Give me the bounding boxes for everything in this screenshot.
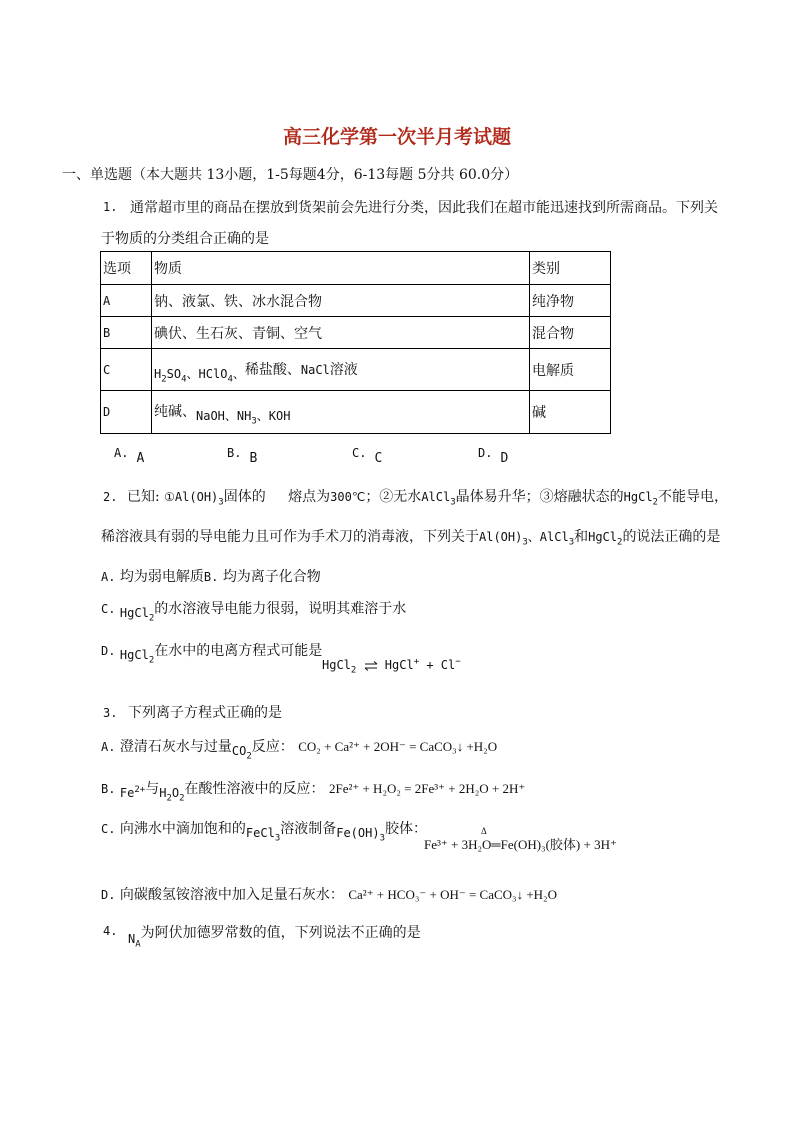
equation: CO₂ + Ca²⁺ + 2OH⁻ = CaCO₃↓ +H₂O — [298, 739, 498, 754]
row-option: B — [101, 317, 152, 349]
row-option: C — [101, 349, 152, 391]
table-row — [101, 285, 611, 317]
text: ；②无水 — [365, 489, 422, 505]
option-text: 均为离子化合物 — [222, 569, 321, 585]
header-category: 类别 — [530, 252, 611, 285]
row-option: D — [101, 391, 152, 434]
text: 已知: — [127, 489, 160, 505]
superscript: 2+ — [134, 785, 146, 795]
formula-text: SO — [166, 366, 182, 381]
row-category: 电解质 — [530, 349, 611, 391]
option-text: 在水中的电离方程式可能是 — [154, 643, 323, 659]
formula — [588, 530, 623, 548]
formula-text: HgCl — [588, 530, 618, 544]
q2-stem-line1 — [127, 486, 728, 507]
formula-text: HgCl — [322, 658, 351, 672]
formula-text: NaOH、NH — [196, 409, 252, 424]
formula — [623, 490, 658, 508]
formula-text: Fe — [119, 786, 135, 800]
choice-label: D. — [478, 446, 493, 460]
subscript: 2 — [148, 655, 155, 666]
q3-option-c[interactable] — [101, 818, 428, 844]
choice-value: D — [500, 451, 509, 466]
section-heading: 一、单选题（本大题共 13小题，1-5每题4分，6-13每题 5分共 60.0分） — [62, 167, 519, 183]
option-text: 向碳酸氢铵溶液中加入足量石灰水： — [119, 887, 344, 903]
formula-text: 、AlCl — [527, 530, 569, 544]
formula — [421, 490, 456, 508]
q2-options-ab[interactable] — [101, 566, 321, 586]
subscript: 3 — [568, 537, 575, 548]
option-text: 澄清石灰水与过量 — [119, 739, 232, 755]
q1-choice-a[interactable] — [114, 446, 145, 466]
subscript: 3 — [218, 497, 224, 508]
table-row — [101, 317, 611, 349]
substance-text: 纯碱、 — [154, 404, 196, 421]
superscript: − — [455, 657, 461, 667]
q3-option-d[interactable] — [101, 884, 557, 904]
subscript: 2 — [179, 793, 185, 804]
q4-number: 4. — [103, 924, 118, 938]
table-header-row — [101, 252, 611, 285]
text: 晶体易升华； — [455, 489, 540, 505]
option-label: C. — [101, 822, 116, 836]
formula-text: AlCl — [421, 490, 451, 504]
subscript: 4 — [181, 374, 187, 385]
choice-label: B. — [227, 446, 242, 460]
page-title: 高三化学第一次半月考试题 — [282, 126, 511, 148]
q1-choice-d[interactable] — [478, 446, 509, 466]
superscript: + — [413, 657, 420, 667]
subscript: 2 — [148, 613, 155, 624]
formula-text: 300℃ — [330, 490, 366, 504]
q4-stem — [128, 922, 421, 950]
option-label: B. — [101, 782, 116, 796]
formula-text: H — [159, 786, 167, 800]
formula-text: HgCl — [623, 490, 653, 504]
formula — [479, 530, 575, 548]
q2-ionization-equation — [322, 657, 461, 675]
q1-choice-b[interactable] — [227, 446, 258, 466]
option-text: 均为弱电解质 — [119, 569, 204, 585]
option-label: D. — [101, 644, 116, 658]
table-row — [101, 391, 611, 434]
q3-stem: 下列离子方程式正确的是 — [128, 705, 282, 721]
choice-value: A — [136, 451, 145, 466]
q1-number: 1. — [103, 200, 118, 214]
text: 固体的 — [223, 489, 266, 505]
heat-delta-mark: Δ — [481, 826, 487, 836]
row-substance — [152, 349, 530, 391]
formula-text: HgCl — [119, 606, 149, 620]
option-text: 与 — [145, 781, 160, 797]
option-text: 胶体： — [385, 821, 428, 837]
row-substance: 钠、液氯、铁、冰水混合物 — [152, 285, 530, 317]
equation: 2Fe²⁺ + H₂O₂ = 2Fe³⁺ + 2H₂O + 2H⁺ — [328, 781, 526, 796]
q2-stem-line2 — [101, 526, 720, 547]
table-row — [101, 349, 611, 391]
option-text: 反应： — [251, 739, 294, 755]
classification-table — [100, 251, 611, 434]
subscript: 2 — [246, 751, 252, 762]
row-category: 碱 — [530, 391, 611, 434]
formula — [164, 490, 224, 508]
formula-text: Al(OH) — [479, 530, 523, 544]
q2-number: 2. — [103, 490, 118, 504]
row-category: 纯净物 — [530, 285, 611, 317]
formula-text: + Cl — [419, 658, 456, 672]
q3-option-b[interactable] — [101, 778, 526, 804]
option-text: 的水溶液导电能力很弱，说明其难溶于水 — [154, 601, 407, 617]
choice-label: A. — [114, 446, 129, 460]
subscript: A — [135, 939, 141, 950]
formula-text: FeCl — [245, 826, 275, 840]
q2-option-c[interactable] — [101, 598, 407, 624]
formula-text: NaCl — [300, 362, 330, 377]
formula-text: HgCl — [384, 658, 414, 672]
option-label: D. — [101, 888, 116, 902]
text: 的说法正确的是 — [622, 529, 721, 545]
option-text: 在酸性溶液中的反应： — [184, 781, 325, 797]
choice-label: C. — [352, 446, 367, 460]
substance-text: 溶液 — [329, 361, 358, 378]
row-category: 混合物 — [530, 317, 611, 349]
q3-option-a[interactable] — [101, 736, 498, 762]
formula-text: 、 — [232, 366, 245, 381]
q1-choice-c[interactable] — [352, 446, 383, 466]
q3-number: 3. — [103, 706, 118, 720]
substance-text: 稀盐酸、 — [244, 361, 301, 378]
header-option: 选项 — [101, 252, 152, 285]
formula-text: 、HClO — [186, 366, 228, 381]
text: ③ — [539, 489, 554, 505]
formula-text: CO — [231, 744, 247, 758]
subscript: 3 — [522, 537, 528, 548]
formula-text: ①Al(OH) — [164, 490, 219, 504]
q1-stem-line1: 通常超市里的商品在摆放到货架前会先进行分类，因此我们在超市能迅速找到所需商品。下列关 — [130, 200, 718, 216]
option-label: B. — [203, 570, 219, 584]
subscript: 2 — [617, 537, 623, 548]
formula-text: Fe(OH) — [336, 826, 380, 840]
row-substance — [152, 391, 530, 434]
choice-value: C — [374, 451, 383, 466]
subscript: 3 — [274, 833, 281, 844]
subscript: 3 — [450, 497, 456, 508]
reversible-arrow-icon — [364, 660, 378, 672]
option-label: A. — [101, 570, 116, 584]
q1-stem-line2: 于物质的分类组合正确的是 — [101, 231, 269, 247]
q3-c-equation: Fe³⁺ + 3H₂O═Fe(OH)₃(胶体) + 3H⁺ — [424, 837, 617, 852]
formula-text: N — [128, 932, 136, 946]
row-substance: 碘伏、生石灰、青铜、空气 — [152, 317, 530, 349]
subscript: 2 — [161, 374, 167, 385]
stem-text: 为阿伏加德罗常数的值，下列说法不正确的是 — [140, 925, 421, 941]
text: 熔融状态的 — [553, 489, 624, 505]
formula-text: HgCl — [119, 648, 149, 662]
text: 稀溶液具有弱的导电能力且可作为手术刀的消毒液，下列关于 — [101, 529, 479, 545]
header-substance: 物质 — [152, 252, 530, 285]
choice-value: B — [249, 451, 258, 466]
subscript: 2 — [166, 793, 172, 804]
option-label: A. — [101, 740, 116, 754]
text: 不能导电， — [657, 489, 728, 505]
subscript: 2 — [350, 665, 357, 676]
option-text: 溶液制备 — [280, 821, 337, 837]
text: 熔点为 — [288, 489, 331, 505]
formula-text: 、KOH — [256, 409, 291, 424]
subscript: 4 — [227, 374, 233, 385]
subscript: 2 — [652, 497, 658, 508]
q2-option-d[interactable] — [101, 640, 323, 666]
row-option: A — [101, 285, 152, 317]
formula-text: O — [171, 786, 180, 800]
option-text: 向沸水中滴加饱和的 — [119, 821, 246, 837]
subscript: 3 — [379, 833, 386, 844]
equation: Ca²⁺ + HCO₃⁻ + OH⁻ = CaCO₃↓ +H₂O — [348, 887, 557, 902]
formula-text: H — [154, 366, 162, 381]
option-label: C. — [101, 602, 116, 616]
subscript: 3 — [251, 416, 257, 427]
text: 和 — [574, 529, 589, 545]
